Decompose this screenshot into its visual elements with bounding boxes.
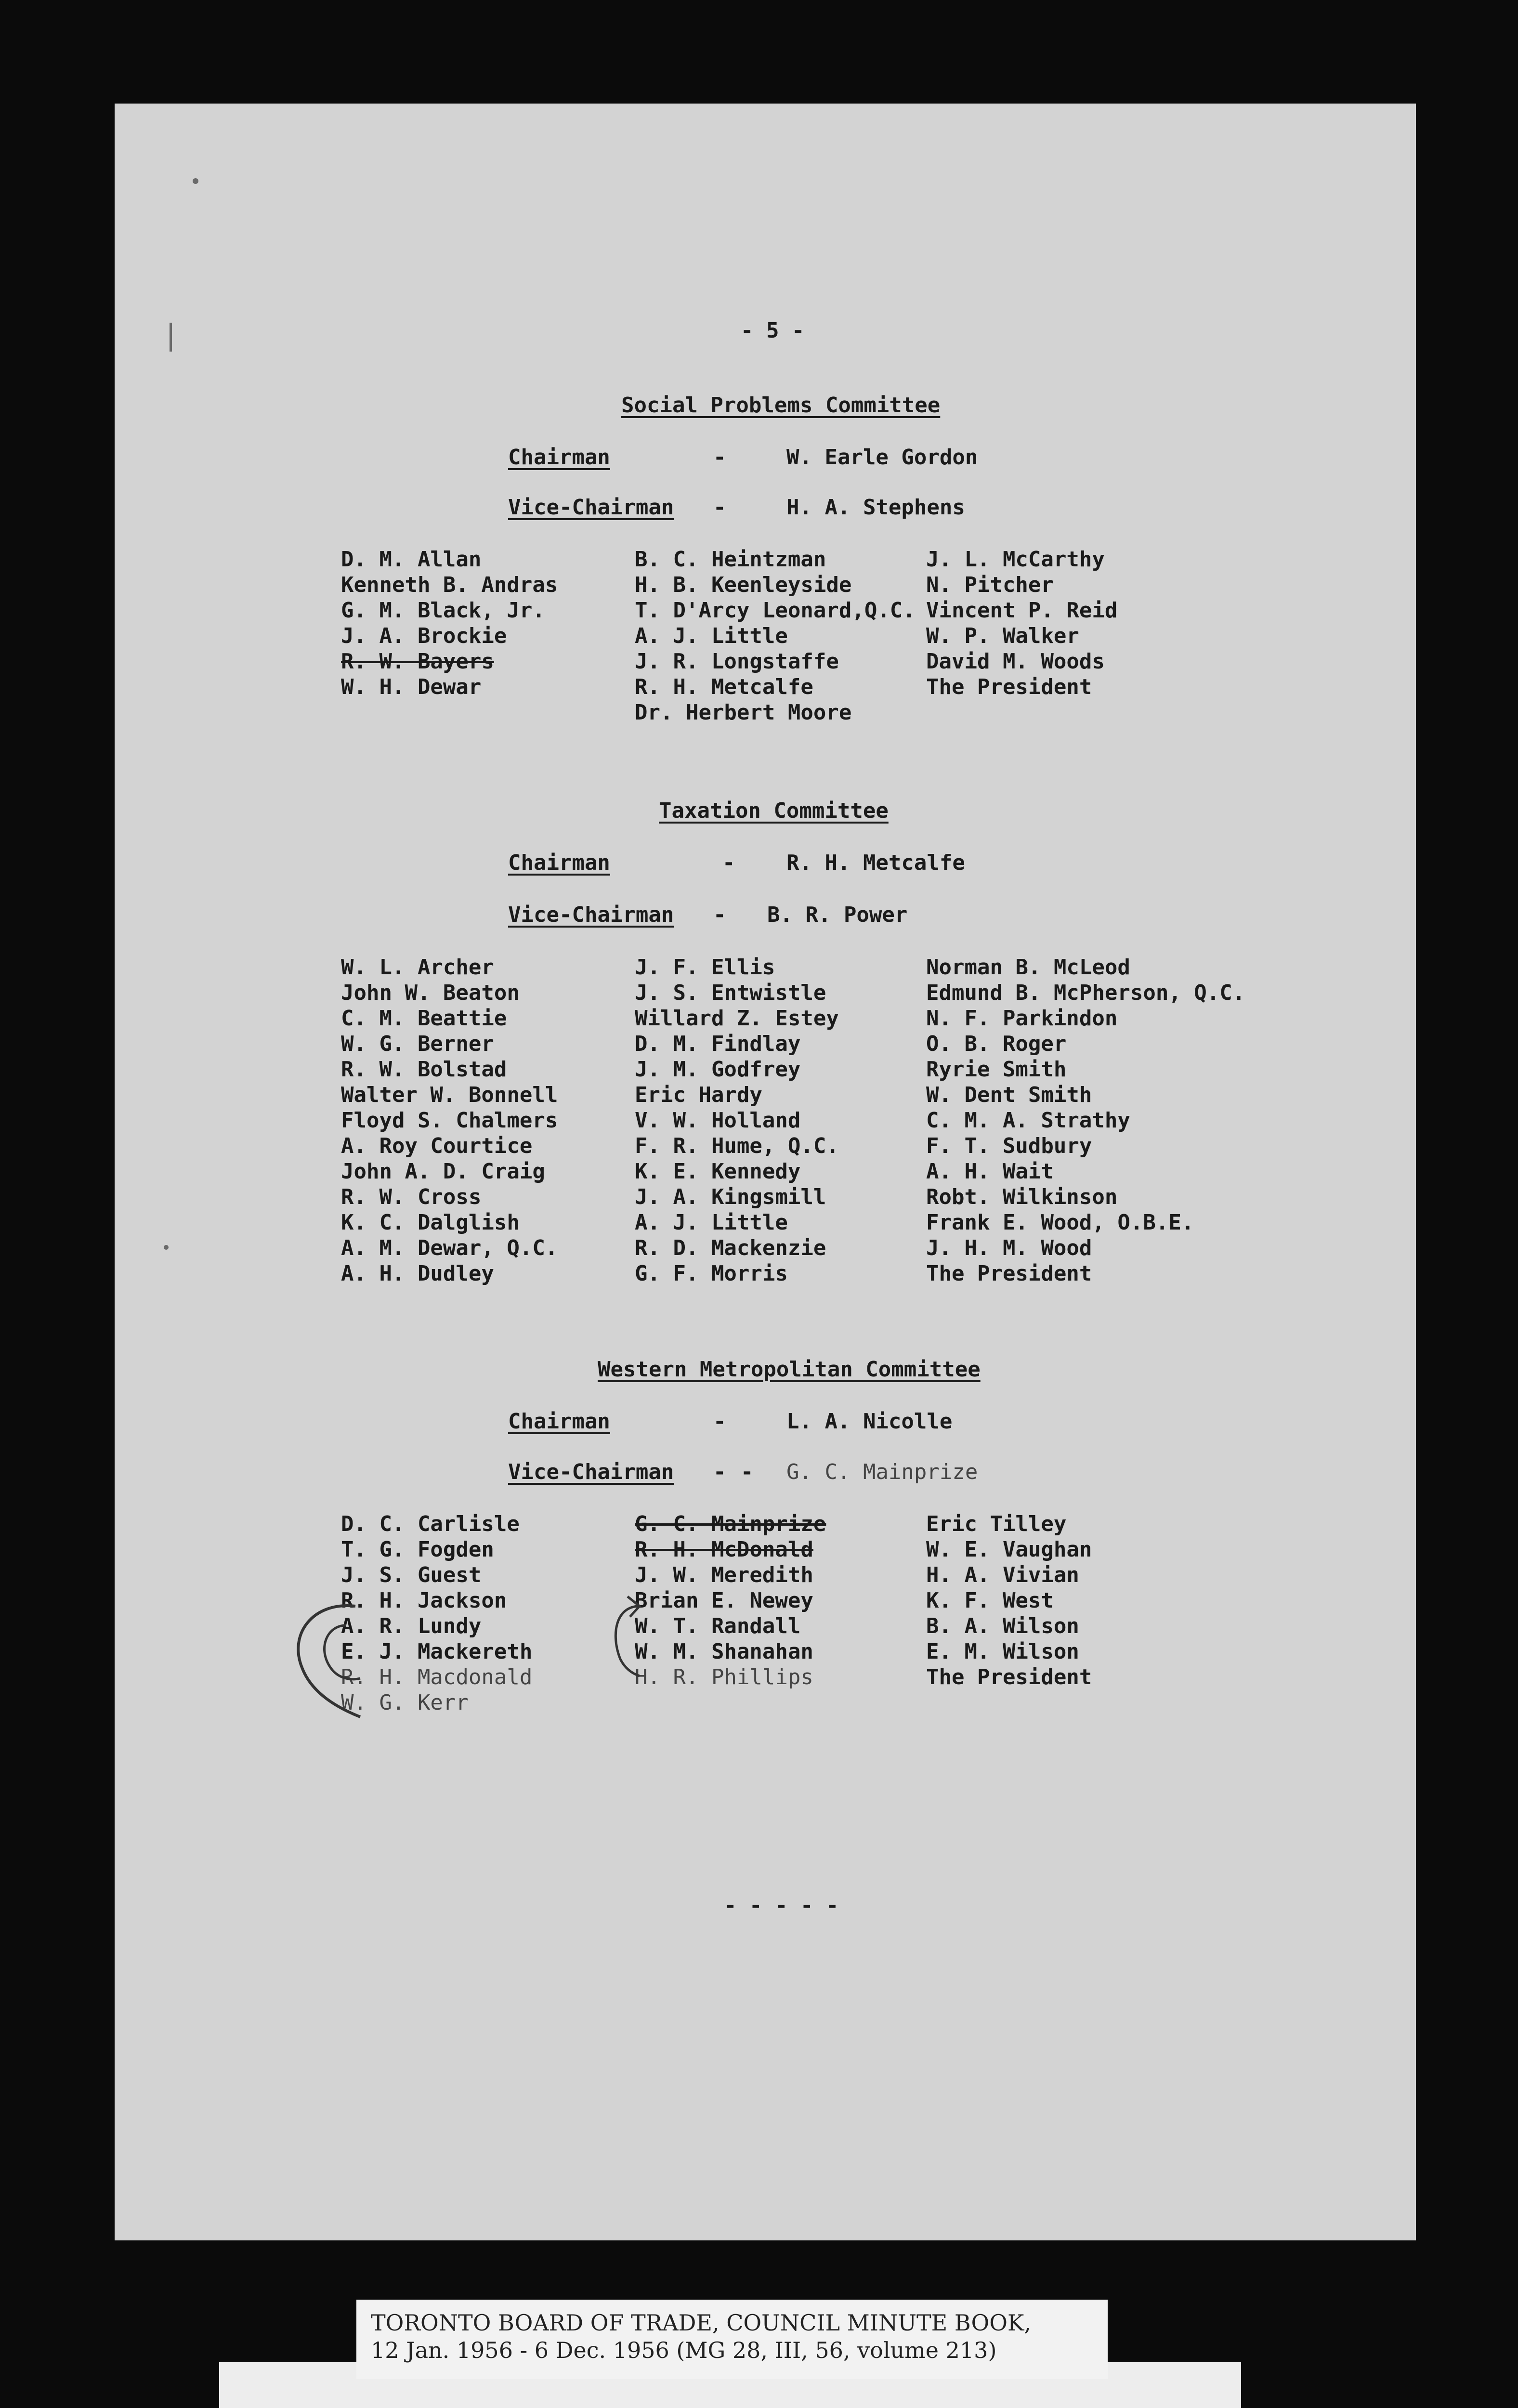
member-name: W. E. Vaughan (926, 1537, 1092, 1562)
member-name: N. Pitcher (926, 573, 1054, 597)
member-name: J. S. Guest (341, 1563, 482, 1587)
member-name: J. A. Brockie (341, 624, 507, 648)
member-name-added: R. H. Macdonald (341, 1665, 533, 1689)
member-column-1-western (341, 1511, 532, 1715)
member-column-1-taxation (341, 955, 558, 1286)
source-line-1: TORONTO BOARD OF TRADE, COUNCIL MINUTE BOOK, (371, 2310, 1031, 2336)
member-name: W. P. Walker (926, 624, 1079, 648)
member-name: Floyd S. Chalmers (341, 1108, 558, 1133)
chairman-label-western: Chairman (508, 1409, 610, 1434)
member-column-2-western (635, 1511, 826, 1690)
member-name: Eric Tilley (926, 1512, 1067, 1536)
member-name: C. M. Beattie (341, 1006, 507, 1031)
vice-dash-western-2: - (741, 1460, 754, 1484)
member-name: G. M. Black, Jr. (341, 598, 545, 623)
vice-name-social: H. A. Stephens (786, 495, 965, 520)
handwritten-bracket-mark (283, 1597, 365, 1727)
vice-name-taxation: B. R. Power (767, 903, 908, 927)
member-name: E. M. Wilson (926, 1639, 1079, 1664)
end-marker: - - - - - (724, 1893, 839, 1918)
member-name: Willard Z. Estey (635, 1006, 839, 1031)
chairman-dash-taxation: - (722, 851, 735, 875)
member-name: John A. D. Craig (341, 1159, 545, 1184)
member-name: Kenneth B. Andras (341, 573, 558, 597)
member-name: A. H. Wait (926, 1159, 1054, 1184)
member-name: N. F. Parkindon (926, 1006, 1118, 1031)
member-name: A. H. Dudley (341, 1261, 494, 1286)
vice-dash-taxation: - (713, 903, 726, 927)
member-name: K. E. Kennedy (635, 1159, 801, 1184)
member-name: G. F. Morris (635, 1261, 788, 1286)
member-name: Ryrie Smith (926, 1057, 1067, 1082)
committee-title-western: Western Metropolitan Committee (598, 1357, 981, 1382)
member-name: J. S. Entwistle (635, 981, 826, 1005)
member-name: David M. Woods (926, 649, 1105, 674)
member-name: A. J. Little (635, 624, 788, 648)
member-name: D. M. Findlay (635, 1032, 801, 1056)
member-name: F. R. Hume, Q.C. (635, 1134, 839, 1158)
member-name: R. H. Metcalfe (635, 675, 813, 699)
member-name: A. Roy Courtice (341, 1134, 533, 1158)
member-name: H. B. Keenleyside (635, 573, 852, 597)
member-name-added: H. R. Phillips (635, 1665, 813, 1689)
member-name: J. W. Meredith (635, 1563, 813, 1587)
member-name: D. M. Allan (341, 547, 482, 572)
member-name: Robt. Wilkinson (926, 1185, 1118, 1209)
vice-label-taxation: Vice-Chairman (508, 903, 674, 927)
member-name: The President (926, 675, 1092, 699)
member-name: D. C. Carlisle (341, 1512, 520, 1536)
vice-label-social: Vice-Chairman (508, 495, 674, 520)
member-name: The President (926, 1261, 1092, 1286)
member-name: Eric Hardy (635, 1083, 762, 1107)
member-name: W. T. Randall (635, 1614, 801, 1638)
member-name: J. R. Longstaffe (635, 649, 839, 674)
member-name: K. F. West (926, 1588, 1054, 1613)
page-number: - 5 - (741, 318, 805, 343)
member-name: R. H. Jackson (341, 1588, 507, 1613)
vice-dash-social: - (713, 495, 726, 520)
member-name: W. Dent Smith (926, 1083, 1092, 1107)
member-name: B. C. Heintzman (635, 547, 826, 572)
member-name: O. B. Roger (926, 1032, 1067, 1056)
member-name: H. A. Vivian (926, 1563, 1079, 1587)
member-name: Frank E. Wood, O.B.E. (926, 1210, 1194, 1235)
chairman-name-social: W. Earle Gordon (786, 445, 978, 470)
member-column-2-social (635, 547, 916, 725)
committee-title-taxation: Taxation Committee (659, 798, 889, 823)
film-scratch (193, 178, 198, 184)
member-name: The President (926, 1665, 1092, 1689)
member-name: Brian E. Newey (635, 1588, 813, 1613)
member-name-struck: R. W. Bayers (341, 649, 494, 674)
member-column-3-western (926, 1511, 1092, 1690)
member-name-struck: R. H. McDonald (635, 1537, 813, 1562)
member-name: J. L. McCarthy (926, 547, 1105, 572)
member-name: V. W. Holland (635, 1108, 801, 1133)
vice-name-western: G. C. Mainprize (786, 1460, 978, 1484)
member-name: K. C. Dalglish (341, 1210, 520, 1235)
member-name: R. D. Mackenzie (635, 1236, 826, 1260)
member-name: R. W. Cross (341, 1185, 482, 1209)
member-name: C. M. A. Strathy (926, 1108, 1130, 1133)
member-name: A. M. Dewar, Q.C. (341, 1236, 558, 1260)
member-column-1-social (341, 547, 558, 700)
member-name: J. F. Ellis (635, 955, 775, 980)
member-name-added: W. G. Kerr (341, 1690, 469, 1715)
source-line-2: 12 Jan. 1956 - 6 Dec. 1956 (MG 28, III, 56, volume 213) (371, 2337, 997, 2363)
member-name: Vincent P. Reid (926, 598, 1118, 623)
chairman-label-social: Chairman (508, 445, 610, 470)
member-name-struck: G. C. Mainprize (635, 1512, 826, 1536)
member-name: Dr. Herbert Moore (635, 700, 852, 725)
film-scratch (170, 323, 172, 352)
member-name: John W. Beaton (341, 981, 520, 1005)
committee-title-social: Social Problems Committee (621, 393, 941, 418)
chairman-dash-western: - (713, 1409, 726, 1434)
member-name: W. G. Berner (341, 1032, 494, 1056)
member-name: A. J. Little (635, 1210, 788, 1235)
vice-label-western: Vice-Chairman (508, 1460, 674, 1484)
member-column-2-taxation (635, 955, 839, 1286)
member-name: A. R. Lundy (341, 1614, 482, 1638)
member-name: Norman B. McLeod (926, 955, 1130, 980)
chairman-name-taxation: R. H. Metcalfe (786, 851, 965, 875)
member-name: W. M. Shanahan (635, 1639, 813, 1664)
vice-dash-western: - (713, 1460, 726, 1484)
member-name: Edmund B. McPherson, Q.C. (926, 981, 1245, 1005)
member-name: F. T. Sudbury (926, 1134, 1092, 1158)
member-column-3-taxation (926, 955, 1245, 1286)
member-column-3-social (926, 547, 1117, 700)
member-name: E. J. Mackereth (341, 1639, 533, 1664)
chairman-dash-social: - (713, 445, 726, 470)
member-name: W. H. Dewar (341, 675, 482, 699)
source-citation-label (356, 2300, 1108, 2379)
member-name: B. A. Wilson (926, 1614, 1079, 1638)
member-name: J. H. M. Wood (926, 1236, 1092, 1260)
chairman-name-western: L. A. Nicolle (786, 1409, 953, 1434)
member-name: J. A. Kingsmill (635, 1185, 826, 1209)
chairman-label-taxation: Chairman (508, 851, 610, 875)
member-name: W. L. Archer (341, 955, 494, 980)
member-name: T. G. Fogden (341, 1537, 494, 1562)
document-page (115, 104, 1416, 2240)
handwritten-arrow-mark (601, 1587, 649, 1683)
member-name: Walter W. Bonnell (341, 1083, 558, 1107)
member-name: T. D'Arcy Leonard,Q.C. (635, 598, 916, 623)
member-name: J. M. Godfrey (635, 1057, 801, 1082)
member-name: R. W. Bolstad (341, 1057, 507, 1082)
film-scratch (164, 1245, 169, 1250)
